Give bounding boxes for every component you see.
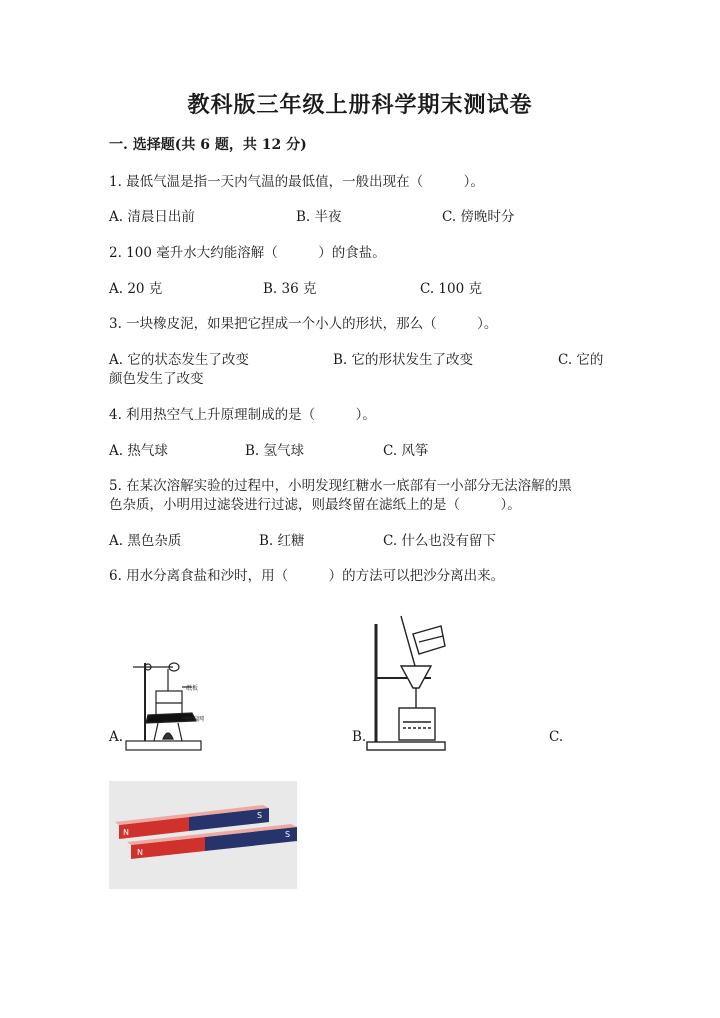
question-4: 4. 利用热空气上升原理制成的是（ ）。 (109, 407, 376, 423)
magnet-north-label-2: N (137, 848, 143, 857)
q1-option-a[interactable]: A. 清晨日出前 (109, 209, 195, 225)
question-3: 3. 一块橡皮泥，如果把它捏成一个小人的形状，那么（ ）。 (109, 316, 498, 332)
question-5-line-1: 5. 在某次溶解实验的过程中，小明发现红糖水一底部有一小部分无法溶解的黑 (109, 478, 572, 494)
q3-option-a[interactable]: A. 它的状态发生了改变 (109, 352, 249, 368)
q3-option-c[interactable]: C. 它的 (558, 352, 604, 368)
q4-option-c[interactable]: C. 风筝 (383, 443, 429, 459)
q5-option-a[interactable]: A. 黑色杂质 (109, 533, 182, 549)
magnet-photo (109, 781, 297, 889)
q5-option-b[interactable]: B. 红糖 (259, 533, 305, 549)
q4-option-b[interactable]: B. 氢气球 (245, 443, 305, 459)
magnet-south-label-1: S (257, 811, 263, 820)
question-2: 2. 100 毫升水大约能溶解（ ）的食盐。 (109, 245, 386, 261)
evaporation-apparatus-figure (118, 655, 208, 753)
page-title: 教科版三年级上册科学期末测试卷 (187, 92, 533, 118)
q1-option-b[interactable]: B. 半夜 (296, 209, 342, 225)
q1-option-c[interactable]: C. 傍晚时分 (442, 209, 515, 225)
q6-option-c[interactable]: C. (549, 729, 564, 745)
q3-option-c-wrap: 颜色发生了改变 (109, 371, 204, 387)
section-heading: 一. 选择题(共 6 题，共 12 分) (109, 137, 307, 153)
q6-option-b[interactable]: B. (352, 729, 367, 745)
q2-option-c[interactable]: C. 100 克 (420, 281, 482, 297)
q2-option-b[interactable]: B. 36 克 (263, 281, 317, 297)
q5-option-c[interactable]: C. 什么也没有留下 (383, 533, 496, 549)
magnet-south-label-2: S (285, 830, 291, 839)
label-gauze: 石棉网 (186, 716, 205, 723)
question-6: 6. 用水分离食盐和沙时，用（ ）的方法可以把沙分离出来。 (109, 568, 505, 584)
label-paper: 纸板 (186, 685, 199, 692)
question-5-line-2: 色杂质，小明用过滤袋进行过滤，则最终留在滤纸上的是（ ）。 (109, 497, 521, 513)
q3-option-b[interactable]: B. 它的形状发生了改变 (333, 352, 474, 368)
q6-option-a[interactable]: A. (109, 729, 124, 745)
q2-option-a[interactable]: A. 20 克 (109, 281, 163, 297)
question-1: 1. 最低气温是指一天内气温的最低值，一般出现在（ ）。 (109, 174, 484, 190)
q4-option-a[interactable]: A. 热气球 (109, 443, 168, 459)
filtration-apparatus-figure (363, 612, 455, 754)
magnet-north-label-1: N (123, 828, 129, 837)
